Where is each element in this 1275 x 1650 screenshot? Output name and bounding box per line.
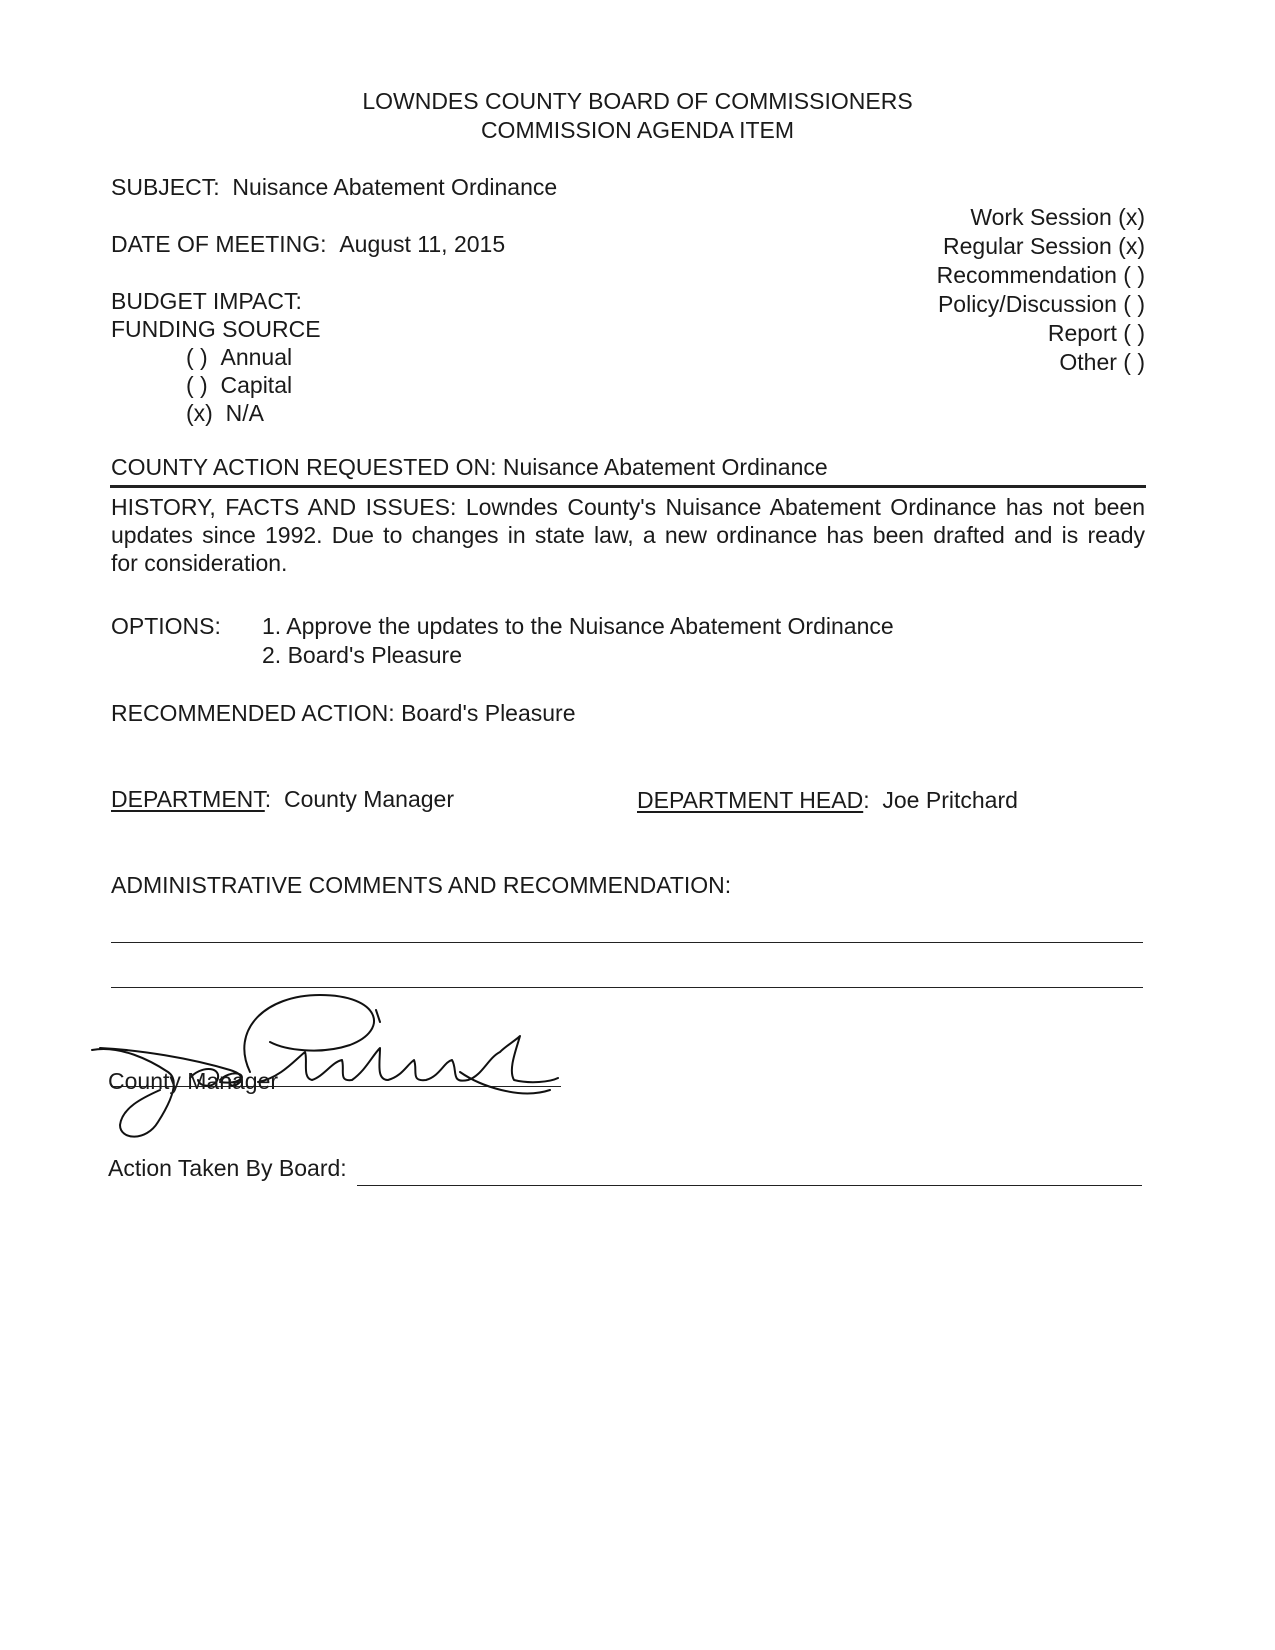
action-requested-value: Nuisance Abatement Ordinance	[502, 454, 828, 480]
budget-impact-label: BUDGET IMPACT:	[111, 288, 302, 314]
funding-option-capital	[186, 372, 292, 399]
action-taken-label: Action Taken By Board:	[108, 1155, 347, 1181]
admin-comments-label: ADMINISTRATIVE COMMENTS AND RECOMMENDATION:	[111, 872, 732, 898]
history-label: HISTORY, FACTS AND ISSUES:	[111, 494, 457, 520]
action-requested-row	[111, 454, 828, 481]
option-item-1: 1. Approve the updates to the Nuisance Abatement Ordinance	[262, 613, 894, 639]
funding-source-label: FUNDING SOURCE	[111, 316, 321, 342]
history-text-3: for consideration.	[111, 550, 288, 576]
department-value: County Manager	[283, 786, 454, 812]
history-text-2: updates since 1992. Due to changes in state law, a new ordinance has been drafted and is ready	[111, 522, 1145, 548]
history-line-3	[111, 550, 287, 577]
department-colon: :	[264, 786, 272, 812]
session-type-regular: Regular Session (x)	[943, 233, 1145, 259]
session-type-policy: Policy/Discussion ( )	[937, 291, 1145, 317]
funding-option-mark: ( )	[186, 372, 208, 398]
option-item-2: 2. Board's Pleasure	[262, 642, 463, 668]
department-label: DEPARTMENT	[111, 786, 265, 812]
funding-option-annual	[186, 344, 292, 371]
document-title-line1: LOWNDES COUNTY BOARD OF COMMISSIONERS	[362, 88, 913, 114]
section-divider	[110, 485, 1146, 488]
action-taken-line	[357, 1185, 1142, 1186]
funding-option-label: N/A	[225, 400, 264, 426]
session-type-other: Other ( )	[1059, 349, 1145, 375]
department-head-label: DEPARTMENT HEAD	[637, 787, 864, 813]
meeting-date-label: DATE OF MEETING:	[111, 231, 327, 257]
session-type-work: Work Session (x)	[970, 204, 1145, 230]
options-label: OPTIONS:	[111, 613, 221, 639]
admin-comments-line-1	[111, 942, 1143, 943]
recommended-action-row	[111, 700, 576, 727]
admin-comments-line-2	[111, 987, 1143, 988]
action-requested-label: COUNTY ACTION REQUESTED ON:	[111, 454, 497, 480]
session-type-recommendation: Recommendation ( )	[936, 262, 1145, 288]
subject-value: Nuisance Abatement Ordinance	[232, 174, 558, 200]
session-type-report: Report ( )	[1047, 320, 1145, 346]
subject-row	[111, 174, 557, 201]
meeting-date-value: August 11, 2015	[339, 231, 506, 257]
history-text-1: Lowndes County's Nuisance Abatement Ordinance has not been	[465, 494, 1145, 520]
department-head-row	[637, 787, 1018, 814]
funding-option-mark: ( )	[186, 344, 208, 370]
department-row	[111, 786, 454, 813]
meeting-date-row	[111, 231, 505, 258]
funding-option-na	[186, 400, 264, 427]
subject-label: SUBJECT:	[111, 174, 220, 200]
county-manager-title: County Manager	[108, 1068, 279, 1094]
funding-option-label: Capital	[220, 372, 293, 398]
department-head-colon: :	[863, 787, 870, 813]
funding-option-mark: (x)	[186, 400, 213, 426]
recommended-action-value: Board's Pleasure	[401, 700, 576, 726]
department-head-value: Joe Pritchard	[882, 787, 1018, 813]
funding-option-label: Annual	[220, 344, 293, 370]
document-title-line2: COMMISSION AGENDA ITEM	[480, 117, 795, 143]
recommended-action-label: RECOMMENDED ACTION:	[111, 700, 395, 726]
session-type-list	[937, 203, 1145, 377]
